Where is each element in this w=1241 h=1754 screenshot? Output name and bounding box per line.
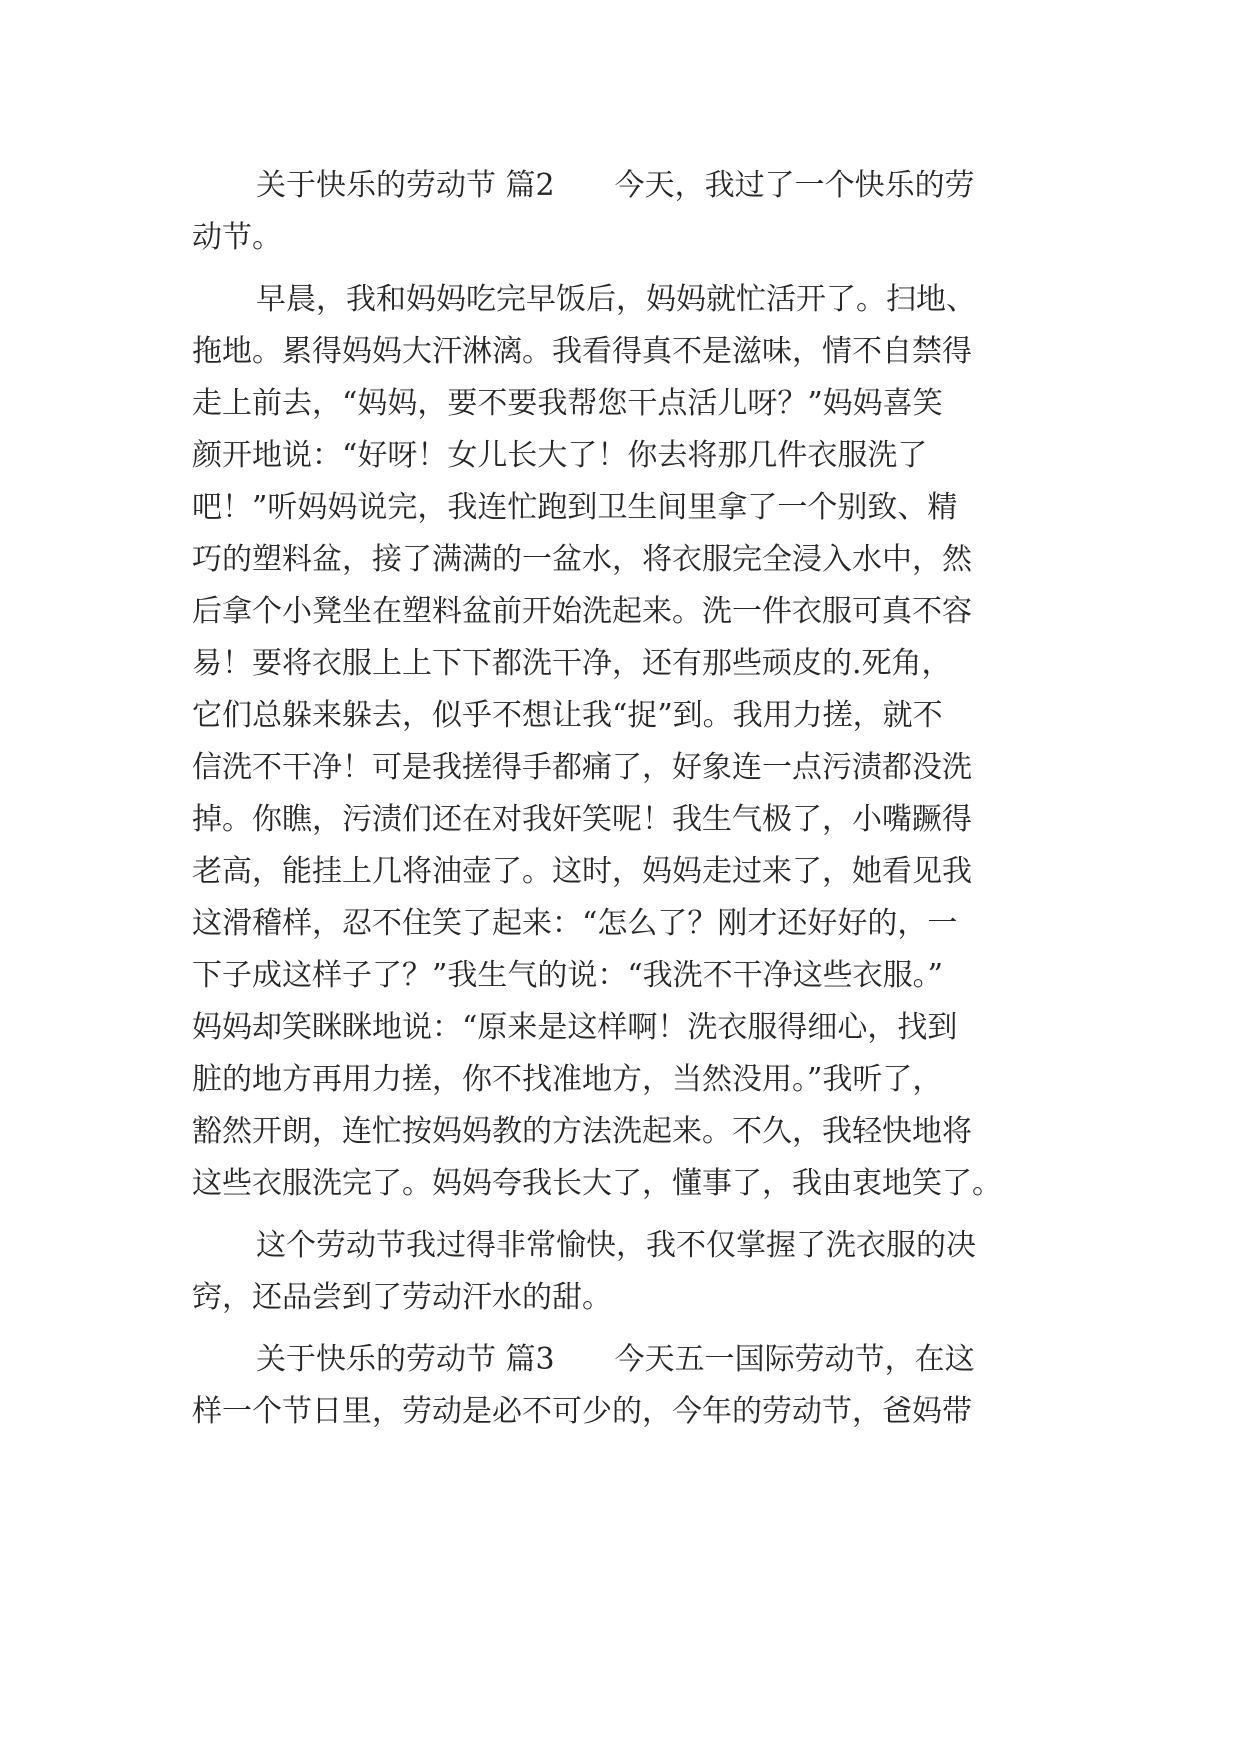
text-line: 拖地。累得妈妈大汗淋漓。我看得真不是滋味，情不自禁得: [192, 334, 972, 369]
text-line: 老高，能挂上几将油壶了。这时，妈妈走过来了，她看见我: [192, 854, 972, 889]
paragraph-4: [192, 1334, 1062, 1438]
text-line: 这个劳动节我过得非常愉快，我不仅掌握了洗衣服的决: [256, 1228, 976, 1263]
paragraph-3: [192, 1220, 1062, 1324]
text-line: 妈妈却笑眯眯地说：“原来是这样啊！洗衣服得细心，找到: [192, 1010, 958, 1045]
document-body: [192, 160, 1062, 1438]
text-line: 易！要将衣服上上下下都洗干净，还有那些顽皮的.死角，: [192, 646, 952, 681]
text-line: 豁然开朗，连忙按妈妈教的方法洗起来。不久，我轻快地将: [192, 1114, 972, 1149]
text-line: 动节。: [192, 220, 282, 255]
text-line: 掉。你瞧，污渍们还在对我奸笑呢！我生气极了，小嘴蹶得: [192, 802, 972, 837]
text-line: 信洗不干净！可是我搓得手都痛了，好象连一点污渍都没洗: [192, 750, 972, 785]
paragraph-1: [192, 160, 1062, 264]
text-line: 关于快乐的劳动节 篇2 今天，我过了一个快乐的劳: [256, 168, 975, 203]
text-line: 这些衣服洗完了。妈妈夸我长大了，懂事了，我由衷地笑了。: [192, 1166, 1002, 1201]
paragraph-2: [192, 274, 1062, 1210]
text-line: 关于快乐的劳动节 篇3 今天五一国际劳动节，在这: [256, 1342, 975, 1377]
text-line: 这滑稽样，忍不住笑了起来：“怎么了？刚才还好好的，一: [192, 906, 958, 941]
text-line: 吧！”听妈妈说完，我连忙跑到卫生间里拿了一个别致、精: [192, 490, 958, 525]
text-line: 后拿个小凳坐在塑料盆前开始洗起来。洗一件衣服可真不容: [192, 594, 972, 629]
text-line: 巧的塑料盆，接了满满的一盆水，将衣服完全浸入水中，然: [192, 542, 972, 577]
text-line: 下子成这样子了？”我生气的说：“我洗不干净这些衣服。”: [192, 958, 944, 993]
text-line: 走上前去，“妈妈，要不要我帮您干点活儿呀？”妈妈喜笑: [192, 386, 943, 421]
text-line: 早晨，我和妈妈吃完早饭后，妈妈就忙活开了。扫地、: [256, 282, 976, 317]
text-line: 它们总躲来躲去，似乎不想让我“捉”到。我用力搓，就不: [192, 698, 943, 733]
text-line: 脏的地方再用力搓，你不找准地方，当然没用。”我听了，: [192, 1062, 943, 1097]
text-line: 样一个节日里，劳动是必不可少的，今年的劳动节，爸妈带: [192, 1394, 972, 1429]
text-line: 窍，还品尝到了劳动汗水的甜。: [192, 1280, 612, 1315]
text-line: 颜开地说：“好呀！女儿长大了！你去将那几件衣服洗了: [192, 438, 928, 473]
